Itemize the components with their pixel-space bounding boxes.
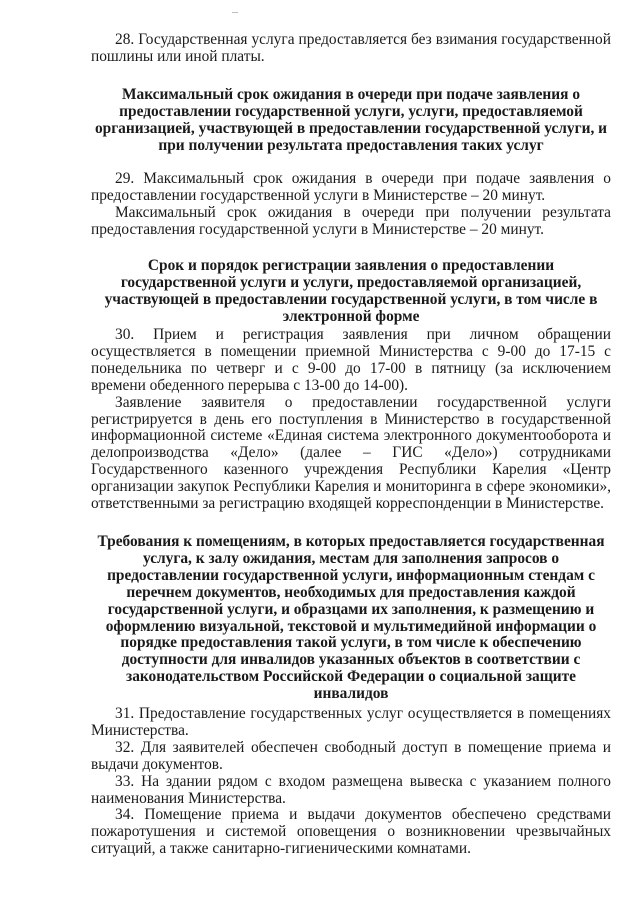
paragraph-32: 32. Для заявителей обеспечен свободный доступ в помещение приема и выдачи документов.	[91, 738, 611, 773]
scan-mark	[232, 12, 238, 13]
paragraph-29-block	[91, 171, 611, 239]
heading-queue: Максимальный срок ожидания в очереди при подаче заявления о предоставлении государственной услуги, услуги, предоставляемой организацией, участвующей в предоставлении государственной услуги, и при получении результата предоставления таких услуг	[94, 86, 608, 154]
paragraph-31: 31. Предоставление государственных услуг осуществляется в помещениях Министерства.	[91, 705, 611, 739]
heading-queue-block	[91, 87, 611, 155]
heading-registration: Срок и порядок регистрации заявления о предоставлении государственной услуги и услуги, предоставляемой организацией, участвующей в предоставлении государственной услуги, в том числе в электронной форме	[104, 257, 598, 325]
heading-premises-block	[91, 534, 611, 703]
paragraph-34: 34. Помещение приема и выдачи документов обеспечено средствами пожаротушения и системой оповещения о возникновении чрезвычайных ситуаций, а также санитарно-гигиеническими комнатами.	[91, 806, 611, 858]
paragraph-29-continued: Максимальный срок ожидания в очереди при получении результата предоставления государственной услуги в Министерстве – 20 минут.	[91, 203, 611, 238]
paragraph-30: 30. Прием и регистрация заявления при личном обращении осуществляется в помещении приемной Министерства с 9-00 до 17-15 с понедельника по четверг и с 9-00 до 17-00 в пятницу (за исключением времени обеденного перерыва с 13-00 до 14-00).	[91, 326, 611, 394]
heading-registration-block	[91, 258, 611, 326]
paragraph-28-block	[91, 32, 611, 66]
paragraph-33: 33. На здании рядом с входом размещена вывеска с указанием полного наименования Министерства.	[91, 772, 611, 807]
heading-premises: Требования к помещениям, в которых предоставляется государственная услуга, к залу ожидания, местам для заполнения запросов о предоставлении государственной услуги, информационным стендам с перечнем документов, необходимых для предоставления каждой государственной услуги, и образцами их заполнения, к размещению и оформлению визуальной, текстовой и мультимедийной информации о порядке предоставления такой услуги, в том числе к обеспечению доступности для инвалидов указанных объектов в соответствии с законодательством Российской Федерации о социальной защите инвалидов	[97, 533, 605, 703]
paragraph-29: 29. Максимальный срок ожидания в очереди при подаче заявления о предоставлении государственной услуги в Министерстве – 20 минут.	[91, 170, 611, 204]
paragraph-28: 28. Государственная услуга предоставляется без взимания государственной пошлины или иной платы.	[91, 31, 611, 65]
paragraph-30-block	[91, 327, 611, 513]
paragraph-31-34-block	[91, 706, 611, 858]
paragraph-30-continued: Заявление заявителя о предоставлении государственной услуги регистрируется в день его поступления в Министерство в государственной информационной системе «Единая система электронного документооборота и делопроизводства «Дело» (далее – ГИС «Дело») сотрудниками Государственного казенного учреждения Республики Карелия «Центр организации закупок Республики Карелия и мониторинга в сфере экономики», ответственными за регистрацию входящей корреспонденции в Министерстве.	[91, 393, 611, 513]
